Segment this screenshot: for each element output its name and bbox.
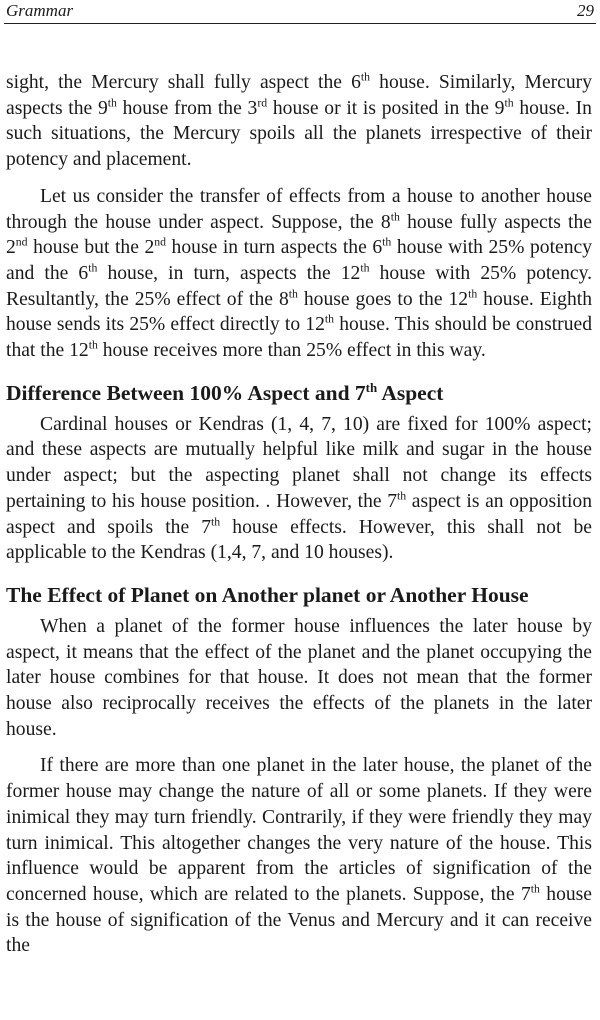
paragraph [6,70,592,173]
text-run: house but the 2 [27,237,155,259]
text-run: house. In such situations, the Mercury spoils all the planets irrespective of their potency and placement. [6,97,592,171]
paragraph [6,614,592,743]
text-run: house effects. However, this shall not be applicable to the Kendras (1,4, 7, and 10 houses). [6,516,592,564]
section-heading [6,380,592,407]
text-run: house with 25% potency and the 6 [6,237,592,284]
text-run: Aspect [377,380,444,405]
text-run: house goes to the 12 [297,288,469,310]
superscript: th [288,287,298,301]
text-run: house or it is posited in the 9 [267,97,505,119]
text-run: house. Eighth house sends its 25% effect directly to 12 [6,288,592,336]
section-heading [6,582,592,609]
superscript: th [382,235,392,249]
superscript: th [88,261,98,275]
running-title: Grammar [6,1,74,20]
text-run: sight, the Mercury shall fully aspect the 6 [6,72,361,93]
paragraph [6,753,592,959]
text-run: Let us consider the transfer of effects from a house to another house through the house under aspect. Suppose, the 8 [6,185,592,233]
header-rule [4,23,596,24]
paragraph [6,412,592,566]
superscript: th [504,96,514,110]
text-run: house in turn aspects the 6 [166,237,383,259]
text-run: house receives more than 25% effect in this way. [97,340,486,362]
paragraph [6,184,592,364]
superscript: th [324,312,335,326]
text-run: The Effect of Planet on Another planet or Another House [6,582,529,607]
text-run: house is the house of signification of the Venus and Mercury and it can receive the [6,883,592,957]
superscript: th [88,338,98,352]
text-run: If there are more than one planet in the later house, the planet of the former house may change the nature of all or some planets. If they were inimical they may turn friendly. Contrarily, if they were friendly they may turn inimical. This altogether changes the very nature of the house. This influence would be apparent from the articles of signification of the concerned house, which are related to the planets. Suppose, the 7 [6,755,592,905]
text-run: house from the 3 [116,97,258,119]
text-run: Difference Between 100% Aspect and 7 [6,380,366,405]
superscript: nd [15,235,28,249]
superscript: th [365,380,378,395]
superscript: th [107,96,117,110]
text-run: When a planet of the former house influences the later house by aspect, it means that the effect of the planet and the planet occupying the later house combines for that house. It does not mean that the former house also reciprocally receives the effects of the planets in the later house. [6,615,592,740]
running-header [6,0,594,24]
page-body [6,70,592,959]
superscript: th [211,515,221,529]
superscript: th [468,287,478,301]
text-run: aspect is an opposition aspect and spoils the 7 [6,490,592,538]
superscript: nd [154,235,166,249]
text-run: Cardinal houses or Kendras (1, 4, 7, 10) are fixed for 100% aspect; and these aspects are mutually helpful like milk and sugar in the house under aspect; but the aspecting planet shall not change its effects pertaining to his house position. . However, the 7 [6,413,592,512]
superscript: th [360,70,371,84]
text-run: house. Similarly, Mercury aspects the 9 [6,72,592,119]
text-run: house fully aspects the 2 [6,211,592,259]
text-run: house with 25% potency. Resultantly, the 25% effect of the 8 [6,262,592,310]
superscript: th [360,261,370,275]
text-run: house. This should be construed that the 12 [6,314,592,362]
superscript: th [530,882,540,896]
superscript: th [397,489,407,503]
superscript: th [390,209,400,223]
superscript: rd [257,96,268,110]
page-number: 29 [577,1,594,20]
text-run: house, in turn, aspects the 12 [97,262,361,284]
